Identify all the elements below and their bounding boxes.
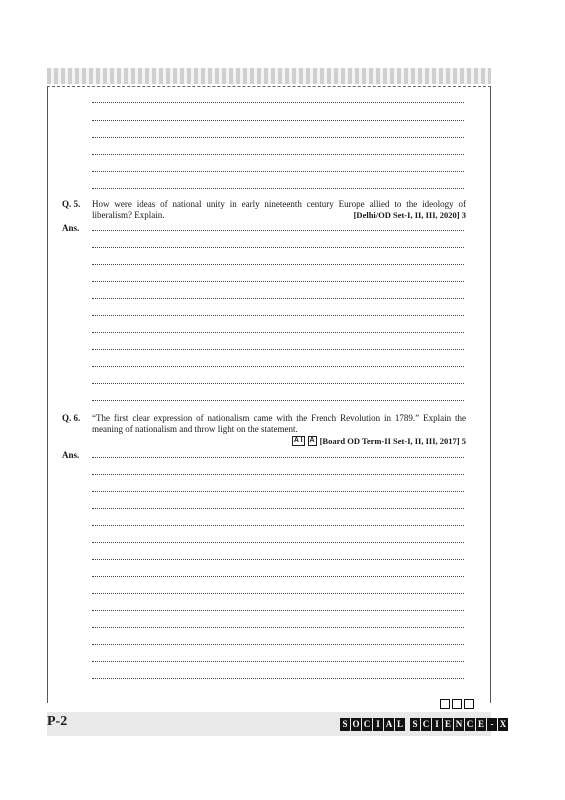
subject-letter: O <box>352 719 360 729</box>
answer-line <box>92 491 464 492</box>
question-meta <box>292 436 466 446</box>
page-frame-left <box>47 86 48 703</box>
badge-ai: A I <box>293 437 303 444</box>
header-band <box>47 68 491 84</box>
subject-letter: C <box>466 719 474 729</box>
subject-letter: C <box>363 719 371 729</box>
subject-letter: I <box>432 718 442 731</box>
question-text: “The first clear expression of nationalism came with the French Revolution in 1789.” Explain the meaning of nationalism and throw light on the statement. <box>92 413 466 434</box>
end-box-icon <box>452 699 462 709</box>
answer-line <box>92 457 464 458</box>
answer-line <box>92 154 464 155</box>
answer-line <box>92 383 464 384</box>
header-divider <box>47 86 491 87</box>
answer-label: Ans. <box>62 223 80 233</box>
question-number: Q. 6. <box>62 413 81 423</box>
answer-line <box>92 474 464 475</box>
page-frame-right <box>490 86 491 703</box>
subject-letter: L <box>396 719 403 729</box>
subject-letter: E <box>477 719 484 729</box>
subject-title <box>340 718 508 731</box>
answer-line <box>92 281 464 282</box>
answer-line <box>92 120 464 121</box>
answer-line <box>92 542 464 543</box>
answer-line <box>92 315 464 316</box>
answer-line <box>92 400 464 401</box>
subject-letter: - <box>487 718 497 731</box>
subject-letter: S <box>340 718 350 731</box>
answer-line <box>92 644 464 645</box>
subject-letter: A <box>385 719 393 729</box>
subject-letter: I <box>373 718 383 731</box>
subject-letter: C <box>422 719 430 729</box>
subject-letter <box>406 718 409 731</box>
answer-line <box>92 576 464 577</box>
subject-letter: S <box>410 718 420 731</box>
answer-label: Ans. <box>62 450 80 460</box>
question-reference: [Delhi/OD Set-I, II, III, 2020] 3 <box>353 210 466 220</box>
answer-line <box>92 137 464 138</box>
answer-line <box>92 366 464 367</box>
answer-line <box>92 264 464 265</box>
answer-line <box>92 525 464 526</box>
answer-line <box>92 230 464 231</box>
end-box-icon <box>440 699 450 709</box>
answer-line <box>92 627 464 628</box>
subject-letter: E <box>444 719 451 729</box>
question-reference: [Board OD Term-II Set-I, II, III, 2017] 5 <box>319 436 466 446</box>
end-box-icon <box>464 699 474 709</box>
subject-letter: N <box>455 719 463 729</box>
answer-line <box>92 188 464 189</box>
answer-line <box>92 102 464 103</box>
answer-line <box>92 247 464 248</box>
answer-line <box>92 298 464 299</box>
page-number: P-2 <box>47 714 68 729</box>
question-number: Q. 5. <box>62 199 81 209</box>
answer-line <box>92 508 464 509</box>
subject-letter: X <box>499 719 507 729</box>
badge-a: A <box>309 437 315 444</box>
answer-line <box>92 610 464 611</box>
answer-line <box>92 171 464 172</box>
answer-line <box>92 661 464 662</box>
answer-line <box>92 593 464 594</box>
answer-line <box>92 678 464 679</box>
answer-line <box>92 349 464 350</box>
answer-line <box>92 559 464 560</box>
answer-line <box>92 332 464 333</box>
question-text: How were ideas of national unity in early nineteenth century Europe allied to the ideology of liberalism? Explain. <box>92 199 466 220</box>
